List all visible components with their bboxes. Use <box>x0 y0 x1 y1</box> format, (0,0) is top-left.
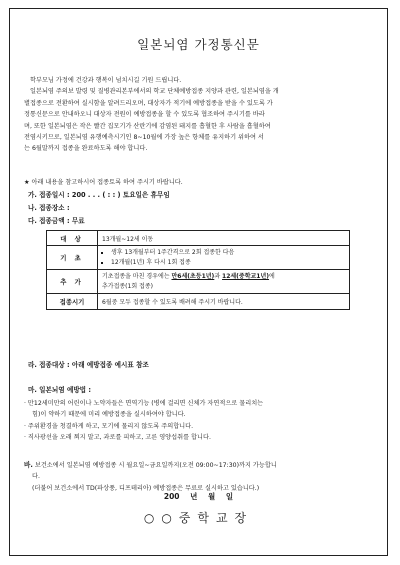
section-ra: 라. 접종대상 : 아래 예방접종 예시표 참조 <box>28 361 149 369</box>
school-signature: ○○중학교장 <box>143 511 254 525</box>
contact-line: (더불어 보건소에서 TD(파상풍, 디프테리아) 예방접종은 무료로 실시하고 있습니다.) <box>32 484 260 492</box>
table-row <box>47 270 350 294</box>
intro-line: 정통신문으로 안내하오니 대상자 전원이 예방접종을 할 수 있도록 협조하여 주시기를 바라 <box>24 111 265 119</box>
contact-line <box>24 460 376 471</box>
issue-date: 200 년 월 일 <box>163 492 234 501</box>
star-note: ★ 아래 내용을 참고하시어 접종토록 하여 주시기 바랍니다. <box>24 179 183 186</box>
contact-text: 보건소에서 일본뇌염 예방접종 시 월요일~금요일까지(오전 09:00~17:30)까지 가능합니 <box>32 462 277 469</box>
field-na-place: 나. 접종장소 : <box>28 204 70 212</box>
notice-page <box>9 8 388 556</box>
booster-age-12: 12세(중학교1년) <box>222 272 270 280</box>
intro-line: 전염시키므로, 일본뇌염 유행예측시기인 8~10월에 가장 높은 항체를 유지하기 위하여 서 <box>24 134 264 142</box>
prevention-list <box>24 398 376 444</box>
target-value: 13개월~12세 이동 <box>98 231 350 246</box>
intro-line: 별접종으로 전환하여 실시함을 알려드리오며, 대상자가 적기에 예방접종을 받을 수 있도록 가 <box>24 99 273 107</box>
target-label: 대 상 <box>47 231 98 246</box>
intro-line: 학부모님 가정에 건강과 행복이 넘치시길 기원 드립니다. <box>30 77 182 84</box>
list-item: ▪ 생후 13개월부터 1주간격으로 2회 접종한 다음 <box>111 248 345 258</box>
page-title: 일본뇌염 가정통신문 <box>137 37 260 52</box>
table-row <box>47 294 350 310</box>
booster-text: 과 <box>214 272 223 280</box>
list-item: ▪ 12개월(1년) 후 다시 1회 접종 <box>111 258 345 268</box>
list-item: · 주위환경을 청결하게 하고, 모기에 물리지 않도록 주의합니다. <box>24 422 194 430</box>
vaccination-table <box>46 230 350 310</box>
basic-value <box>98 246 350 270</box>
table-row <box>47 231 350 246</box>
booster-label: 추 가 <box>47 270 98 294</box>
section-ma: 마. 일본뇌염 예방법 : <box>28 386 91 394</box>
list-item: · 만12세미만의 어린이나 노약자들은 면역기능 (병에 걸리면 신체가 자연적으로 물리치는 <box>24 400 264 407</box>
intro-line: 일본뇌염 주의보 발령 및 질병관리본부에서의 학교 단체예방접종 지양과 관련, 일본뇌염을 개 <box>30 88 279 96</box>
time-value: 6월중 모두 접종할 수 있도록 배려해 주시기 바랍니다. <box>98 294 350 310</box>
booster-age-6: 만6세(초등1년) <box>171 272 215 280</box>
intro-line: 며, 또한 일본뇌염은 작은 빨간 집모기가 산란기에 감염된 돼지를 흡혈한 후 사람을 흡혈하여 <box>24 122 271 130</box>
time-label: 접종시기 <box>47 294 98 310</box>
booster-value <box>98 270 350 294</box>
booster-text: 추가접종(1회 접종) <box>102 282 153 290</box>
table-row <box>47 246 350 270</box>
field-da-cost: 다. 접종금액 : 무료 <box>28 217 85 225</box>
list-item: · 직사광선을 오래 쬐지 말고, 과로를 피하고, 고른 영양섭취를 합니다. <box>24 434 211 442</box>
intro-line: 는 6월말까지 접종을 완료하도록 해야 합니다. <box>24 145 148 153</box>
contact-head: 바. <box>24 461 33 469</box>
intro-paragraph <box>24 75 374 155</box>
contact-line: 다. <box>32 473 40 481</box>
booster-text: 기초접종을 마친 경우에는 <box>102 272 172 280</box>
booster-text: 에 <box>269 272 275 280</box>
field-ga-date: 가. 접종일시 : 200 . . . ( : : ) 토요일은 휴무임 <box>28 191 170 199</box>
basic-label: 기 초 <box>47 246 98 270</box>
contact-section <box>24 460 376 494</box>
list-item: 힘)이 약하기 때문에 미리 예방접종을 실시하여야 합니다. <box>32 411 186 419</box>
